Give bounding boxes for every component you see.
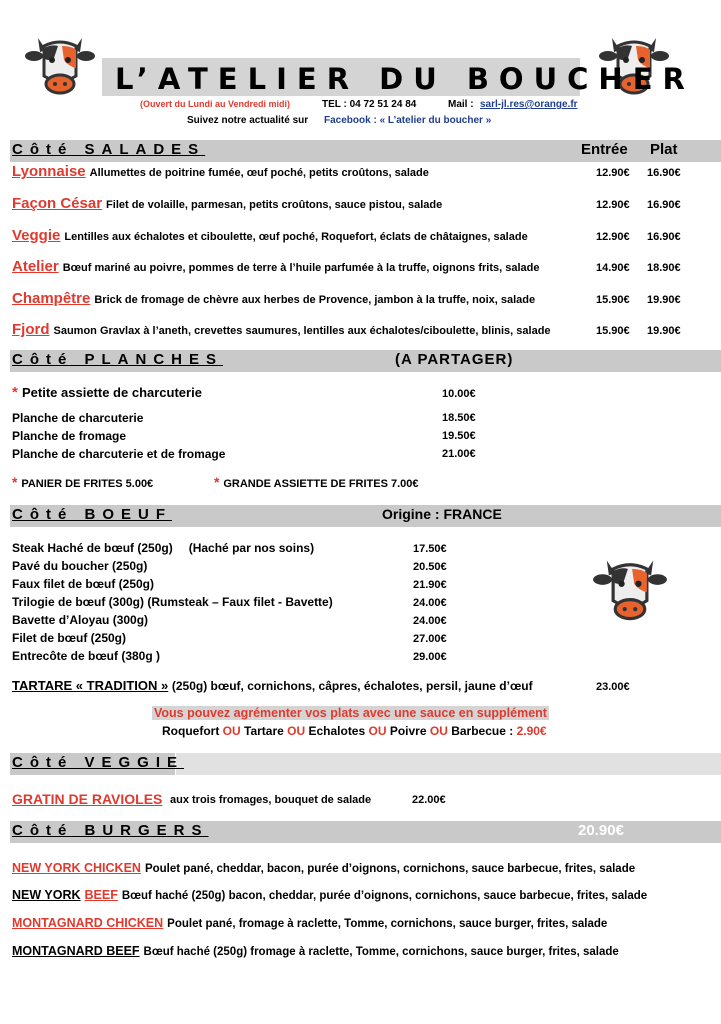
burger-name: NEW YORK [12, 888, 81, 902]
salad-row [12, 227, 528, 245]
salad-desc: Allumettes de poitrine fumée, œuf poché, petits croûtons, salade [89, 167, 429, 179]
burger-name-suffix: BEEF [84, 888, 118, 902]
salad-price-plat: 19.90€ [647, 325, 681, 337]
salad-row [12, 290, 535, 308]
salad-name: Fjord [12, 321, 50, 338]
veggie-desc: aux trois fromages, bouquet de salade [170, 794, 372, 806]
tartare-row [12, 678, 533, 693]
salad-desc: Bœuf mariné au poivre, pommes de terre à l’huile parfumée à la truffe, oignons frits, salade [62, 262, 540, 274]
sauce-or: OU [219, 724, 244, 738]
salad-price-entree: 12.90€ [596, 231, 630, 243]
sauce-option: Roquefort [162, 724, 220, 738]
salad-price-plat: 18.90€ [647, 262, 681, 274]
boeuf-name: Faux filet de bœuf (250g) [12, 577, 155, 591]
burger-name: MONTAGNARD CHICKEN [12, 916, 164, 930]
burger-row [12, 942, 619, 960]
burger-desc: Bœuf haché (250g) fromage à raclette, Tomme, cornichons, sauce burger, frites, salade [143, 946, 619, 958]
boeuf-name: Bavette d’Aloyau (300g) [12, 613, 149, 627]
boeuf-note: (Haché par nos soins) [188, 541, 315, 555]
planches-note: (A PARTAGER) [395, 351, 514, 368]
boeuf-price: 24.00€ [413, 597, 447, 609]
salad-desc: Brick de fromage de chèvre aux herbes de Provence, jambon à la truffe, noix, salade [94, 294, 536, 306]
planche-price: 21.00€ [442, 448, 476, 460]
sauce-option: Echalotes [308, 724, 366, 738]
salad-price-entree: 14.90€ [596, 262, 630, 274]
sauce-line: Vous pouvez agrémenter vos plats avec une sauce en supplément [154, 706, 547, 720]
boeuf-row [12, 595, 333, 609]
boeuf-origin: Origine : FRANCE [382, 506, 502, 522]
sauce-options [162, 724, 547, 738]
salad-row [12, 163, 429, 181]
section-title-veggie: Côté VEGGIE [12, 754, 185, 771]
section-title-planches: Côté PLANCHES [12, 351, 224, 368]
page-title: L’ATELIER DU BOUCHER [115, 62, 695, 96]
sauce-colon: : [505, 724, 517, 738]
planche-row [12, 384, 202, 401]
burger-name: MONTAGNARD BEEF [12, 944, 140, 958]
sauce-option: Tartare [244, 724, 284, 738]
burgers-price: 20.90€ [578, 822, 624, 839]
salad-name: Lyonnaise [12, 163, 86, 180]
burger-row [12, 859, 635, 877]
salad-price-entree: 12.90€ [596, 167, 630, 179]
salad-price-plat: 16.90€ [647, 167, 681, 179]
sauce-option: Poivre [389, 724, 427, 738]
section-title-boeuf: Côté BOEUF [12, 506, 172, 523]
salad-row [12, 195, 442, 213]
salad-desc: Filet de volaille, parmesan, petits croûtons, sauce pistou, salade [106, 199, 443, 211]
col-plat: Plat [650, 141, 678, 158]
boeuf-price: 29.00€ [413, 651, 447, 663]
burger-row [12, 914, 607, 932]
planche-row [12, 429, 126, 443]
burger-desc: Poulet pané, cheddar, bacon, purée d’oignons, cornichons, sauce barbecue, frites, salade [144, 863, 636, 875]
veggie-name: GRATIN DE RAVIOLES [12, 791, 163, 807]
boeuf-row [12, 559, 147, 573]
phone-number: TEL : 04 72 51 24 84 [322, 99, 417, 110]
boeuf-row [12, 649, 160, 663]
burger-name: NEW YORK CHICKEN [12, 861, 141, 875]
salad-price-entree: 12.90€ [596, 199, 630, 211]
planche-name: Planche de charcuterie et de fromage [12, 447, 226, 461]
planche-price: 10.00€ [442, 388, 476, 400]
sauce-or: OU [365, 724, 390, 738]
sauce-option: Barbecue [451, 724, 506, 738]
salad-price-plat: 19.90€ [647, 294, 681, 306]
tartare-price: 23.00€ [596, 681, 630, 693]
frites-panier: * PANIER DE FRITES 5.00€ [12, 474, 154, 490]
planche-name: Petite assiette de charcuterie [22, 385, 202, 400]
follow-text: Suivez notre actualité sur [187, 115, 309, 126]
col-entree: Entrée [581, 141, 628, 158]
veggie-price: 22.00€ [412, 794, 446, 806]
boeuf-row [12, 541, 314, 555]
boeuf-name: Pavé du boucher (250g) [12, 559, 148, 573]
planche-name: Planche de charcuterie [12, 411, 144, 425]
planche-name: Planche de fromage [12, 429, 127, 443]
planche-price: 18.50€ [442, 412, 476, 424]
salad-price-plat: 16.90€ [647, 231, 681, 243]
salad-price-plat: 16.90€ [647, 199, 681, 211]
salad-name: Atelier [12, 258, 59, 275]
boeuf-row [12, 613, 148, 627]
facebook-link[interactable]: Facebook : « L’atelier du boucher » [324, 115, 492, 126]
mail-label: Mail : [448, 99, 474, 110]
salad-row [12, 321, 551, 339]
salad-name: Champêtre [12, 290, 91, 307]
boeuf-name: Steak Haché de bœuf (250g) [12, 541, 173, 555]
section-bar-veggie-right [176, 753, 721, 775]
tartare-desc: (250g) bœuf, cornichons, câpres, échalotes, persil, jaune d’œuf [171, 679, 533, 693]
planche-row [12, 447, 225, 461]
boeuf-name: Filet de bœuf (250g) [12, 631, 126, 645]
mail-link[interactable]: sarl-jl.res@orange.fr [480, 99, 578, 110]
tartare-name: TARTARE « TRADITION » [12, 678, 169, 693]
salad-desc: Lentilles aux échalotes et ciboulette, œuf poché, Roquefort, éclats de châtaignes, salade [64, 231, 528, 243]
burger-row [12, 886, 647, 904]
boeuf-price: 21.90€ [413, 579, 447, 591]
boeuf-name: Trilogie de bœuf (300g) (Rumsteak – Faux filet - Bavette) [12, 595, 333, 609]
salad-price-entree: 15.90€ [596, 325, 630, 337]
salad-price-entree: 15.90€ [596, 294, 630, 306]
sauce-or: OU [426, 724, 452, 738]
salad-name: Veggie [12, 227, 61, 244]
burger-desc: Bœuf haché (250g) bacon, cheddar, purée d’oignons, cornichons, sauce barbecue, frites, salade [121, 890, 648, 902]
boeuf-price: 20.50€ [413, 561, 447, 573]
salad-row [12, 258, 539, 276]
section-title-burgers: Côté BURGERS [12, 822, 209, 839]
planche-row [12, 411, 143, 425]
salad-name: Façon César [12, 195, 103, 212]
sauce-price: 2.90€ [516, 724, 547, 738]
boeuf-row [12, 631, 126, 645]
salad-desc: Saumon Gravlax à l’aneth, crevettes saumures, lentilles aux échalotes/ciboulette, blinis, salade [53, 325, 551, 337]
star-marker: * [12, 384, 23, 401]
sauce-or: OU [283, 724, 309, 738]
boeuf-price: 24.00€ [413, 615, 447, 627]
frites-grande: * GRANDE ASSIETTE DE FRITES 7.00€ [214, 474, 419, 490]
planche-price: 19.50€ [442, 430, 476, 442]
burger-desc: Poulet pané, fromage à raclette, Tomme, cornichons, sauce burger, frites, salade [167, 918, 608, 930]
opening-hours: (Ouvert du Lundi au Vendredi midi) [140, 99, 291, 109]
boeuf-name: Entrecôte de bœuf (380g ) [12, 649, 161, 663]
section-title-salades: Côté SALADES [12, 141, 206, 158]
cow-logo-left [24, 28, 96, 100]
boeuf-price: 17.50€ [413, 543, 447, 555]
boeuf-price: 27.00€ [413, 633, 447, 645]
cow-logo-boeuf [592, 544, 668, 632]
boeuf-row [12, 577, 154, 591]
